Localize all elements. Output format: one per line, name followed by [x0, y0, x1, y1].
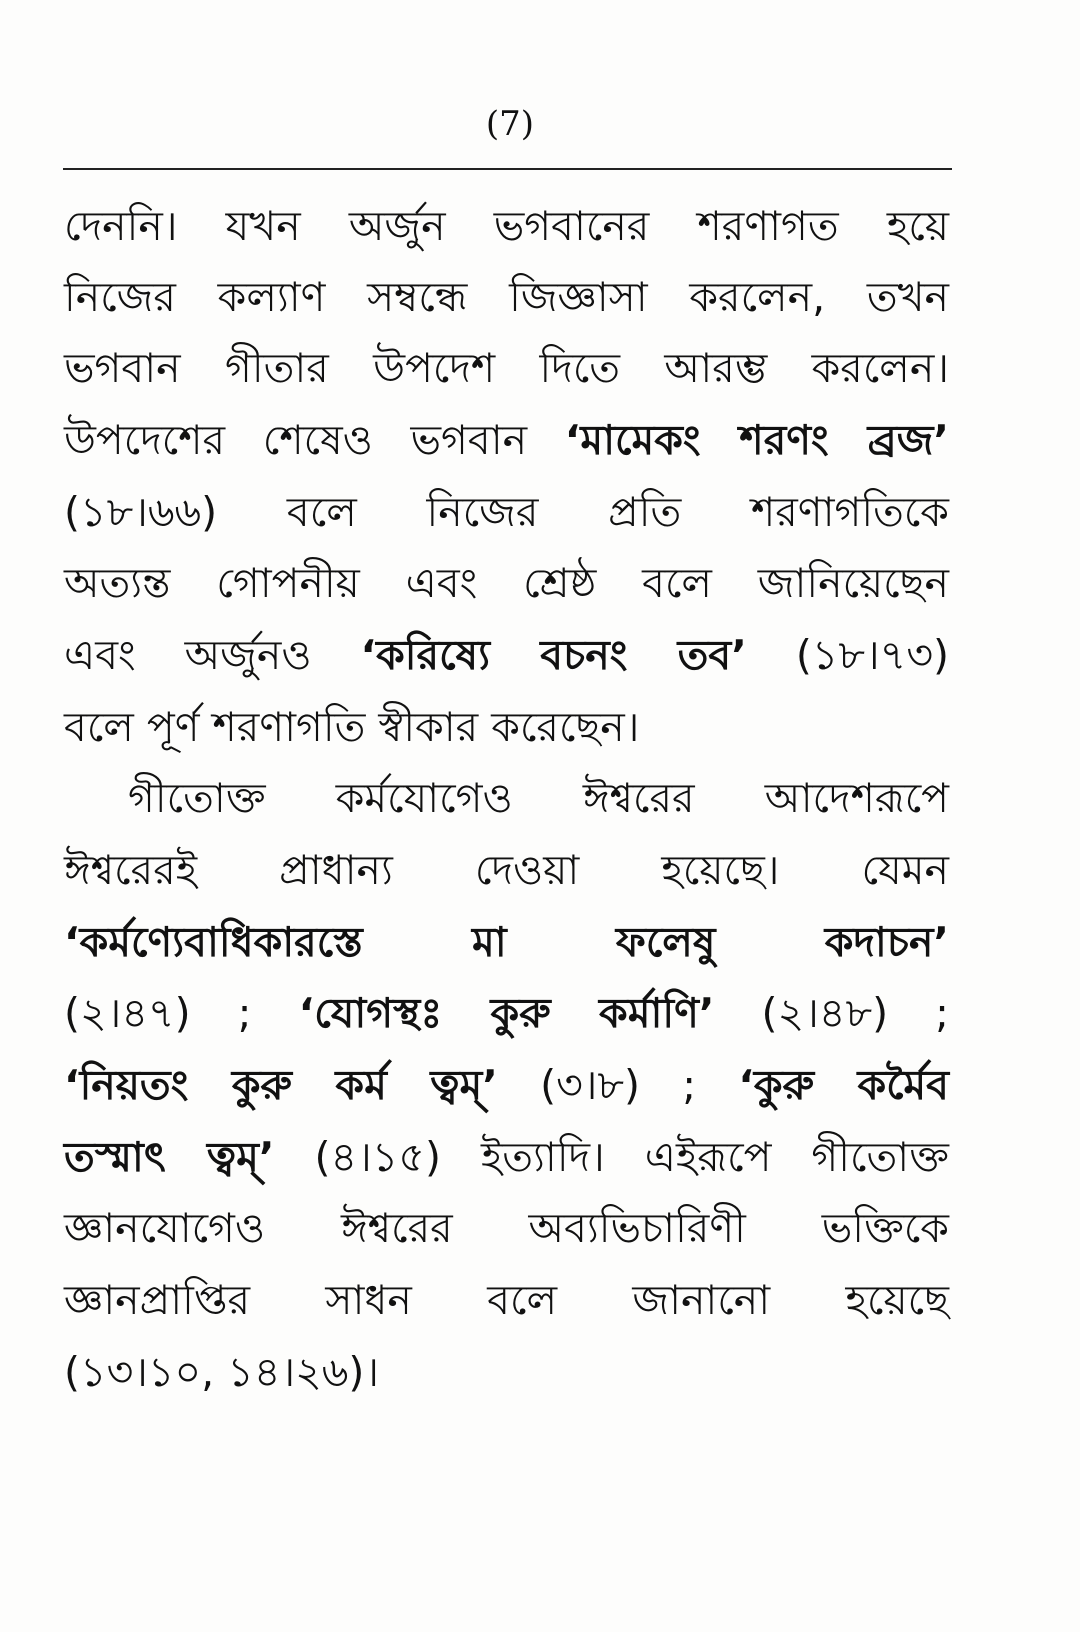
- quoted-verse: ‘কুরু কর্মৈব: [738, 1061, 949, 1109]
- text-line: (১৮।৬৬) বলে নিজের প্রতি শরণাগতিকে: [64, 488, 949, 536]
- text-line: উপদেশের শেষেও ভগবান ‘মামেকং শরণং ব্রজ’: [64, 416, 949, 464]
- text-line: অত্যন্ত গোপনীয় এবং শ্রেষ্ঠ বলে জানিয়েছেন: [64, 559, 949, 607]
- page-number: (7): [485, 104, 535, 144]
- text-line: জ্ঞানযোগেও ঈশ্বরের অব্যভিচারিণী ভক্তিকে: [64, 1204, 949, 1252]
- quoted-verse: ‘যোগস্থঃ কুরু কর্মাণি’: [298, 989, 715, 1037]
- text-line: বলে পূর্ণ শরণাগতি স্বীকার করেছেন।: [64, 703, 640, 751]
- text-line: নিজের কল্যাণ সম্বন্ধে জিজ্ঞাসা করলেন, তখন: [64, 273, 949, 321]
- quoted-verse: ‘করিষ্যে বচনং তব’: [360, 631, 747, 679]
- text-line: এবং অর্জুনও ‘করিষ্যে বচনং তব’ (১৮।৭৩): [64, 631, 949, 679]
- text-line: [64, 912, 949, 972]
- text-line: (২।৪৭) ; ‘যোগস্থঃ কুরু কর্মাণি’ (২।৪৮) ;: [64, 989, 949, 1037]
- quoted-verse: ‘কর্মণ্যেবাধিকারস্তে মা ফলেষু কদাচন’: [64, 918, 949, 966]
- quoted-verse: ‘মামেকং শরণং ব্রজ’: [564, 416, 949, 464]
- text-line: তস্মাৎ ত্বম্’ (৪।১৫) ইত্যাদি। এইরূপে গীতোক্ত: [64, 1133, 949, 1181]
- text-line: ‘নিয়তং কুরু কর্ম ত্বম্’ (৩।৮) ; ‘কুরু কর্মৈব: [64, 1061, 949, 1109]
- quoted-verse: ‘নিয়তং কুরু কর্ম ত্বম্’: [64, 1061, 498, 1109]
- text-line: ভগবান গীতার উপদেশ দিতে আরম্ভ করলেন।: [64, 344, 949, 392]
- quoted-verse: তস্মাৎ ত্বম্’: [64, 1133, 275, 1181]
- text-line: ঈশ্বরেরই প্রাধান্য দেওয়া হয়েছে। যেমন: [64, 846, 949, 894]
- text-line: গীতোক্ত কর্মযোগেও ঈশ্বরের আদেশরূপে: [128, 774, 949, 822]
- text-line: জ্ঞানপ্রাপ্তির সাধন বলে জানানো হয়েছে: [64, 1276, 949, 1324]
- text-line: (১৩।১০, ১৪।২৬)।: [64, 1348, 380, 1396]
- text-line: দেননি। যখন অর্জুন ভগবানের শরণাগত হয়ে: [64, 202, 949, 250]
- header-rule: [63, 168, 952, 170]
